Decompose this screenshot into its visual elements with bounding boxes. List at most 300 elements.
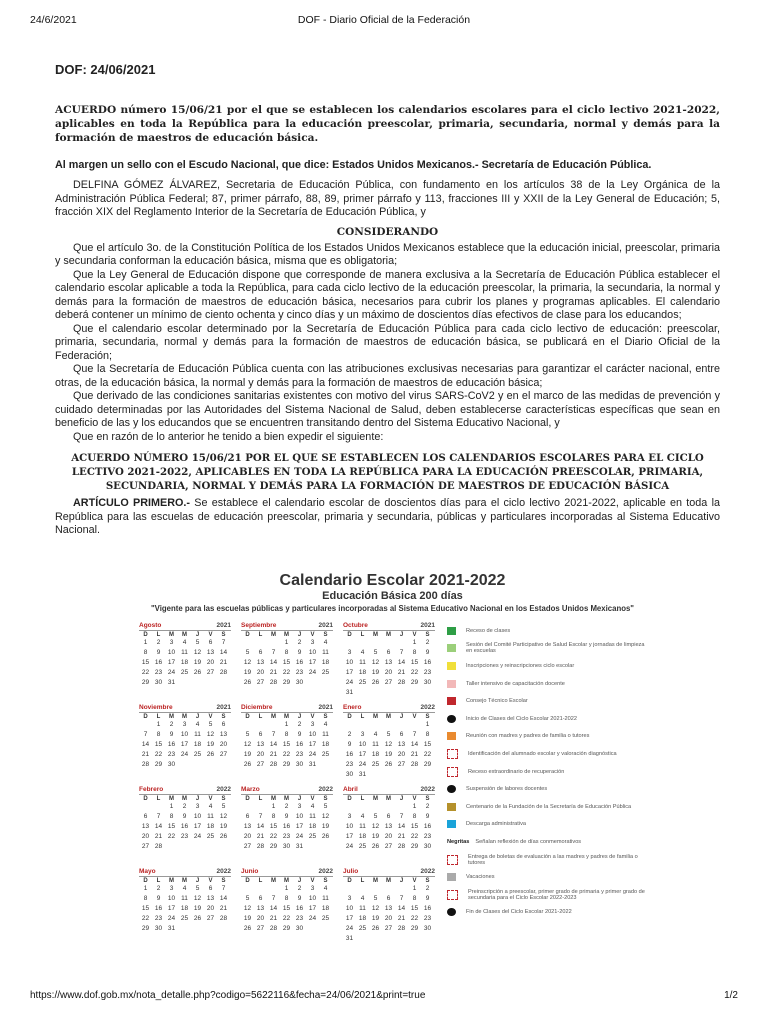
calendar-day: 16 bbox=[423, 823, 432, 830]
calendar-day: 3 bbox=[347, 813, 352, 820]
weekday-label: D bbox=[347, 714, 352, 720]
month-name: Agosto bbox=[139, 622, 162, 629]
calendar-day: 21 bbox=[141, 751, 150, 758]
calendar-day: 22 bbox=[141, 915, 150, 922]
calendar-day: 22 bbox=[423, 751, 432, 758]
legend-item bbox=[447, 833, 647, 851]
calendar-day: 25 bbox=[193, 751, 202, 758]
calendar-day: 26 bbox=[219, 833, 228, 840]
calendar-day: 4 bbox=[323, 885, 328, 892]
articulo-label: ARTÍCULO PRIMERO.- bbox=[73, 497, 191, 509]
weekday-label: S bbox=[323, 714, 328, 720]
legend-swatch bbox=[447, 749, 458, 759]
calendar-day: 30 bbox=[154, 679, 163, 686]
calendar-day: 16 bbox=[154, 659, 163, 666]
calendar-day: 10 bbox=[345, 905, 354, 912]
calendar-day: 2 bbox=[284, 803, 289, 810]
calendar-day: 23 bbox=[295, 751, 304, 758]
calendar-day: 1 bbox=[412, 639, 417, 646]
legend-item bbox=[447, 675, 647, 693]
calendar-day: 31 bbox=[167, 925, 176, 932]
calendar-day: 2 bbox=[425, 885, 430, 892]
weekday-label: D bbox=[143, 632, 148, 638]
calendar-day: 15 bbox=[154, 741, 163, 748]
calendar-day: 16 bbox=[295, 905, 304, 912]
calendar-day: 26 bbox=[193, 669, 202, 676]
month-name: Diciembre bbox=[241, 704, 273, 711]
calendar-day: 22 bbox=[269, 833, 278, 840]
legend-item bbox=[447, 780, 647, 798]
calendar-day: 15 bbox=[141, 905, 150, 912]
calendar-day: 5 bbox=[195, 639, 200, 646]
calendar-day: 19 bbox=[321, 823, 330, 830]
calendar-day: 8 bbox=[143, 649, 148, 656]
calendar-day: 25 bbox=[358, 925, 367, 932]
calendar-day: 2 bbox=[297, 885, 302, 892]
weekday-label: V bbox=[208, 632, 213, 638]
calendar-day bbox=[369, 720, 382, 730]
calendar-day: 7 bbox=[399, 895, 404, 902]
calendar-day: 7 bbox=[271, 731, 276, 738]
weekday-label: M bbox=[271, 796, 276, 802]
weekday-label: S bbox=[221, 796, 226, 802]
calendar-day: 15 bbox=[423, 741, 432, 748]
calendar-day: 7 bbox=[271, 649, 276, 656]
legend-item bbox=[447, 816, 647, 834]
calendar-day: 29 bbox=[141, 925, 150, 932]
calendar-day: 13 bbox=[397, 741, 406, 748]
month-year: 2022 bbox=[216, 786, 231, 793]
calendar-day bbox=[369, 884, 382, 894]
weekday-label: M bbox=[386, 714, 391, 720]
weekday-label: M bbox=[271, 714, 276, 720]
legend-label: Entrega de boletas de evaluación a las madres y padres de familia o tutores bbox=[468, 853, 638, 866]
weekday-label: V bbox=[412, 714, 417, 720]
legend-swatch bbox=[447, 890, 458, 900]
weekday-label: D bbox=[245, 714, 250, 720]
calendar-day: 31 bbox=[167, 679, 176, 686]
calendar-day: 25 bbox=[180, 915, 189, 922]
calendar-day: 16 bbox=[167, 741, 176, 748]
calendar-day: 17 bbox=[345, 915, 354, 922]
calendar-day bbox=[241, 802, 254, 812]
calendar-day bbox=[343, 720, 356, 730]
weekday-label: D bbox=[143, 714, 148, 720]
intro-paragraph: DELFINA GÓMEZ ÁLVAREZ, Secretaria de Educación Pública, con fundamento en los artículos 38 de la Ley Orgánica de la Administración Pública Federal; 87, primer párrafo, 88, 89, primer párrafo y 113, fracciones III y XXII de la Ley General de Educación; 5, fracción XIX del Reglamento Interior de la Secretaría de Educación Pública, y bbox=[55, 179, 720, 218]
calendar-day: 14 bbox=[269, 659, 278, 666]
calendar-day bbox=[395, 638, 408, 648]
legend-label: Fin de Clases del Ciclo Escolar 2021-2022 bbox=[466, 909, 572, 916]
calendar-day: 21 bbox=[269, 669, 278, 676]
weekday-label: V bbox=[310, 632, 315, 638]
calendar-day: 23 bbox=[295, 669, 304, 676]
calendar-month bbox=[139, 704, 231, 770]
calendar-day: 17 bbox=[180, 741, 189, 748]
calendar-day: 18 bbox=[321, 659, 330, 666]
legend-swatch bbox=[447, 855, 458, 865]
calendar-day: 9 bbox=[156, 649, 161, 656]
weekday-label: V bbox=[412, 632, 417, 638]
calendar-day: 10 bbox=[308, 649, 317, 656]
calendar-day: 23 bbox=[295, 915, 304, 922]
calendar-day: 26 bbox=[243, 761, 252, 768]
calendar-day bbox=[382, 638, 395, 648]
calendar-day: 19 bbox=[371, 833, 380, 840]
weekday-label: M bbox=[373, 796, 378, 802]
calendar-day: 21 bbox=[397, 669, 406, 676]
calendar-day: 30 bbox=[423, 843, 432, 850]
calendar-day: 23 bbox=[423, 669, 432, 676]
calendar-day: 2 bbox=[182, 803, 187, 810]
calendar-day: 9 bbox=[347, 741, 352, 748]
calendar-day: 30 bbox=[295, 761, 304, 768]
weekday-label: S bbox=[221, 878, 226, 884]
calendar-day bbox=[343, 884, 356, 894]
calendar-day: 20 bbox=[256, 751, 265, 758]
legend-item bbox=[447, 728, 647, 746]
calendar-day: 20 bbox=[384, 669, 393, 676]
calendar-day: 30 bbox=[154, 925, 163, 932]
calendar-day: 8 bbox=[284, 895, 289, 902]
calendar-day: 21 bbox=[269, 915, 278, 922]
calendar-day bbox=[241, 720, 254, 730]
calendar-day: 7 bbox=[399, 813, 404, 820]
calendar-day bbox=[254, 802, 267, 812]
weekday-label: M bbox=[386, 878, 391, 884]
calendar-day: 28 bbox=[256, 843, 265, 850]
calendar-day: 8 bbox=[412, 813, 417, 820]
calendar-day: 31 bbox=[345, 689, 354, 696]
weekday-label: S bbox=[323, 796, 328, 802]
calendar-day: 1 bbox=[284, 639, 289, 646]
calendar-day: 27 bbox=[384, 925, 393, 932]
acuerdo-caps-heading: ACUERDO NÚMERO 15/06/21 POR EL QUE SE ESTABLECEN LOS CALENDARIOS ESCOLARES PARA EL CICLO LECTIVO 2021-2022, APLICABLES EN TODA LA REPÚBLICA PARA LA EDUCACIÓN PREESCOLAR, PRIMARIA, SECUNDARIA, NORMAL Y DEMÁS PARA LA FORMACIÓN DE MAESTROS DE EDUCACIÓN BÁSICA bbox=[71, 452, 704, 492]
calendar-day: 17 bbox=[308, 659, 317, 666]
calendar-day: 26 bbox=[371, 843, 380, 850]
calendar-day: 3 bbox=[347, 895, 352, 902]
calendar-day: 15 bbox=[282, 741, 291, 748]
weekday-label: M bbox=[284, 632, 289, 638]
calendar-day: 10 bbox=[167, 895, 176, 902]
weekday-label: M bbox=[182, 878, 187, 884]
weekday-label: J bbox=[297, 714, 302, 720]
calendar-day: 17 bbox=[345, 669, 354, 676]
calendar-day: 24 bbox=[308, 669, 317, 676]
calendar-day: 30 bbox=[423, 925, 432, 932]
calendar-day: 10 bbox=[167, 649, 176, 656]
calendar-day: 13 bbox=[384, 823, 393, 830]
calendar-day: 16 bbox=[154, 905, 163, 912]
calendar-day: 1 bbox=[412, 803, 417, 810]
calendar-day: 28 bbox=[397, 843, 406, 850]
weekday-label: M bbox=[169, 878, 174, 884]
calendar-day: 23 bbox=[345, 761, 354, 768]
calendar-day: 13 bbox=[384, 905, 393, 912]
calendar-day: 20 bbox=[384, 833, 393, 840]
calendar-month bbox=[241, 622, 333, 688]
weekday-label: L bbox=[360, 714, 365, 720]
calendar-day: 17 bbox=[308, 741, 317, 748]
legend-item bbox=[447, 904, 647, 922]
calendar-day: 23 bbox=[423, 915, 432, 922]
weekday-label: S bbox=[221, 632, 226, 638]
calendar-day: 2 bbox=[169, 721, 174, 728]
weekday-label: L bbox=[360, 632, 365, 638]
calendar-day: 28 bbox=[154, 843, 163, 850]
calendar-day: 22 bbox=[167, 833, 176, 840]
calendar-day: 29 bbox=[410, 843, 419, 850]
month-name: Abril bbox=[343, 786, 358, 793]
calendar-day: 25 bbox=[371, 761, 380, 768]
weekday-label: M bbox=[271, 878, 276, 884]
weekday-label: D bbox=[347, 878, 352, 884]
weekday-label: V bbox=[412, 796, 417, 802]
calendar-day: 4 bbox=[310, 803, 315, 810]
calendar-day: 12 bbox=[193, 649, 202, 656]
calendar-day: 12 bbox=[384, 741, 393, 748]
calendar-month bbox=[139, 786, 231, 852]
calendar-day: 28 bbox=[141, 761, 150, 768]
month-name: Noviembre bbox=[139, 704, 173, 711]
weekday-label: D bbox=[245, 878, 250, 884]
calendar-day: 15 bbox=[141, 659, 150, 666]
calendar-day: 4 bbox=[323, 721, 328, 728]
calendar-day: 13 bbox=[256, 905, 265, 912]
calendar-day: 15 bbox=[410, 659, 419, 666]
calendar-day: 22 bbox=[141, 669, 150, 676]
calendar-day: 5 bbox=[386, 731, 391, 738]
calendar-day: 11 bbox=[207, 813, 214, 820]
calendar-day: 2 bbox=[425, 803, 430, 810]
calendar-day: 24 bbox=[345, 925, 354, 932]
legend-label: Identificación del alumnado escolar y valoración diagnóstica bbox=[468, 750, 617, 757]
calendar-day: 25 bbox=[358, 843, 367, 850]
legend-item bbox=[447, 868, 647, 886]
legend-label: Descarga administrativa bbox=[466, 821, 527, 828]
month-year: 2022 bbox=[420, 868, 435, 875]
calendar-day: 1 bbox=[425, 721, 430, 728]
weekday-label: S bbox=[425, 632, 430, 638]
weekday-label: D bbox=[245, 632, 250, 638]
calendar-day: 25 bbox=[321, 915, 330, 922]
page-number: 1/2 bbox=[724, 990, 738, 1001]
calendar-day: 27 bbox=[206, 915, 215, 922]
calendar-day: 11 bbox=[322, 895, 329, 902]
calendar-day: 7 bbox=[221, 639, 226, 646]
calendar-day: 22 bbox=[410, 915, 419, 922]
calendar-day bbox=[267, 720, 280, 730]
calendar-day: 16 bbox=[345, 751, 354, 758]
calendar-day: 14 bbox=[141, 741, 150, 748]
month-year: 2022 bbox=[318, 786, 333, 793]
calendar-day bbox=[139, 802, 152, 812]
calendar-day: 26 bbox=[193, 915, 202, 922]
weekday-label: M bbox=[284, 714, 289, 720]
calendar-day: 16 bbox=[423, 659, 432, 666]
calendar-day bbox=[369, 802, 382, 812]
calendar-day: 15 bbox=[282, 905, 291, 912]
calendar-month bbox=[343, 786, 435, 852]
calendar-day: 26 bbox=[206, 751, 215, 758]
weekday-label: J bbox=[297, 632, 302, 638]
weekday-label: V bbox=[208, 796, 213, 802]
legend-item bbox=[447, 763, 647, 781]
calendar-day: 13 bbox=[206, 895, 215, 902]
calendar-day bbox=[152, 802, 165, 812]
calendar-day: 18 bbox=[321, 905, 330, 912]
calendar-day: 25 bbox=[206, 833, 215, 840]
calendar-day: 27 bbox=[141, 843, 150, 850]
calendar-day: 19 bbox=[384, 751, 393, 758]
calendar-day: 12 bbox=[321, 813, 330, 820]
calendar-day: 7 bbox=[412, 731, 417, 738]
considerando-paragraph: Que en razón de lo anterior he tenido a bien expedir el siguiente: bbox=[73, 430, 384, 443]
calendar-day: 19 bbox=[219, 823, 228, 830]
calendar-day: 5 bbox=[373, 895, 378, 902]
calendar-day: 3 bbox=[347, 649, 352, 656]
calendar-day: 9 bbox=[297, 731, 302, 738]
calendar-day: 19 bbox=[371, 669, 380, 676]
calendar-day: 29 bbox=[269, 843, 278, 850]
calendar-day: 5 bbox=[208, 721, 213, 728]
legend-label: Sesión del Comité Participativo de Salud Escolar y jornadas de limpieza en escuelas bbox=[466, 642, 645, 655]
calendar-day: 17 bbox=[358, 751, 367, 758]
calendar-day: 9 bbox=[425, 895, 430, 902]
weekday-label: L bbox=[360, 796, 365, 802]
calendar-day: 14 bbox=[269, 905, 278, 912]
legend-label: Taller intensivo de capacitación docente bbox=[466, 680, 565, 687]
calendar-day: 21 bbox=[256, 833, 265, 840]
calendar-day: 15 bbox=[282, 659, 291, 666]
legend-item bbox=[447, 798, 647, 816]
calendar-day: 22 bbox=[154, 751, 163, 758]
calendar-day: 18 bbox=[308, 823, 317, 830]
legend-label: Señalan reflexión de días conmemorativos bbox=[475, 838, 582, 845]
calendar-day: 5 bbox=[245, 895, 250, 902]
calendar-day bbox=[408, 720, 421, 730]
calendar-day: 27 bbox=[206, 669, 215, 676]
calendar-day: 20 bbox=[256, 669, 265, 676]
legend-label: Suspensión de labores docentes bbox=[466, 786, 548, 793]
calendar-day: 14 bbox=[410, 741, 419, 748]
weekday-label: M bbox=[182, 796, 187, 802]
calendar-day: 6 bbox=[208, 885, 213, 892]
weekday-label: V bbox=[208, 714, 213, 720]
calendar-day: 18 bbox=[358, 915, 367, 922]
calendar-day bbox=[254, 884, 267, 894]
calendar-day bbox=[356, 638, 369, 648]
calendar-day bbox=[241, 638, 254, 648]
calendar-day: 17 bbox=[345, 833, 354, 840]
weekday-label: M bbox=[169, 714, 174, 720]
calendar-day: 18 bbox=[180, 905, 189, 912]
legend-label: Reunión con madres y padres de familia o tutores bbox=[466, 733, 590, 740]
calendar-day: 6 bbox=[143, 813, 148, 820]
weekday-label: D bbox=[143, 796, 148, 802]
calendar-day: 29 bbox=[282, 761, 291, 768]
weekday-label: M bbox=[169, 796, 174, 802]
calendar-day: 25 bbox=[180, 669, 189, 676]
calendar-day: 1 bbox=[143, 639, 148, 646]
calendar-day: 25 bbox=[358, 679, 367, 686]
calendar-day: 24 bbox=[193, 833, 202, 840]
weekday-label: M bbox=[373, 632, 378, 638]
weekday-label: V bbox=[310, 796, 315, 802]
calendar-day: 6 bbox=[386, 895, 391, 902]
calendar-day: 23 bbox=[154, 915, 163, 922]
weekday-label: V bbox=[310, 878, 315, 884]
month-year: 2021 bbox=[420, 622, 435, 629]
calendar-day bbox=[343, 638, 356, 648]
school-calendar-image bbox=[135, 568, 650, 956]
calendar-day: 22 bbox=[282, 751, 291, 758]
calendar-day: 20 bbox=[384, 915, 393, 922]
dof-date: DOF: 24/06/2021 bbox=[55, 62, 156, 77]
weekday-label: M bbox=[386, 632, 391, 638]
calendar-day: 8 bbox=[156, 731, 161, 738]
calendar-day: 12 bbox=[371, 823, 380, 830]
calendar-day: 11 bbox=[359, 659, 366, 666]
weekday-label: L bbox=[258, 714, 263, 720]
weekday-label: J bbox=[399, 714, 404, 720]
legend-prefix: Negritas bbox=[447, 838, 470, 845]
calendar-day: 6 bbox=[208, 639, 213, 646]
calendar-day: 10 bbox=[193, 813, 202, 820]
calendar-day bbox=[254, 638, 267, 648]
calendar-day bbox=[356, 802, 369, 812]
calendar-day: 17 bbox=[308, 905, 317, 912]
calendar-day: 4 bbox=[360, 813, 365, 820]
calendar-day: 7 bbox=[399, 649, 404, 656]
calendar-day: 6 bbox=[258, 731, 263, 738]
calendar-day: 30 bbox=[423, 679, 432, 686]
acuerdo-title: ACUERDO número 15/06/21 por el que se establecen los calendarios escolares para el ciclo lectivo 2021-2022, aplicables en toda la República para la educación preescolar, primaria, secundaria, normal y demás para la formación de maestros de educación básica. bbox=[55, 104, 720, 144]
calendar-day: 15 bbox=[410, 905, 419, 912]
calendar-day: 3 bbox=[310, 885, 315, 892]
calendar-day: 31 bbox=[358, 771, 367, 778]
calendar-day: 27 bbox=[384, 843, 393, 850]
calendar-day: 7 bbox=[143, 731, 148, 738]
calendar-day: 14 bbox=[269, 741, 278, 748]
calendar-day: 4 bbox=[208, 803, 213, 810]
weekday-label: L bbox=[258, 878, 263, 884]
calendar-day: 29 bbox=[282, 925, 291, 932]
considerando-heading: CONSIDERANDO bbox=[336, 225, 439, 238]
calendar-day: 8 bbox=[143, 895, 148, 902]
calendar-day: 1 bbox=[284, 721, 289, 728]
calendar-day: 16 bbox=[295, 659, 304, 666]
calendar-day bbox=[343, 802, 356, 812]
weekday-label: L bbox=[156, 796, 161, 802]
weekday-label: S bbox=[323, 878, 328, 884]
calendar-day: 30 bbox=[345, 771, 354, 778]
calendar-day: 4 bbox=[360, 895, 365, 902]
calendar-day: 10 bbox=[180, 731, 189, 738]
month-name: Mayo bbox=[139, 868, 156, 875]
calendar-day: 29 bbox=[141, 679, 150, 686]
month-year: 2022 bbox=[420, 786, 435, 793]
calendar-day: 26 bbox=[384, 761, 393, 768]
calendar-day: 20 bbox=[141, 833, 150, 840]
month-year: 2021 bbox=[318, 704, 333, 711]
calendar-day: 18 bbox=[371, 751, 380, 758]
calendar-day bbox=[254, 720, 267, 730]
calendar-day: 25 bbox=[321, 751, 330, 758]
calendar-day: 13 bbox=[243, 823, 252, 830]
calendar-day: 3 bbox=[182, 721, 187, 728]
calendar-day: 18 bbox=[358, 669, 367, 676]
calendar-day: 9 bbox=[297, 895, 302, 902]
